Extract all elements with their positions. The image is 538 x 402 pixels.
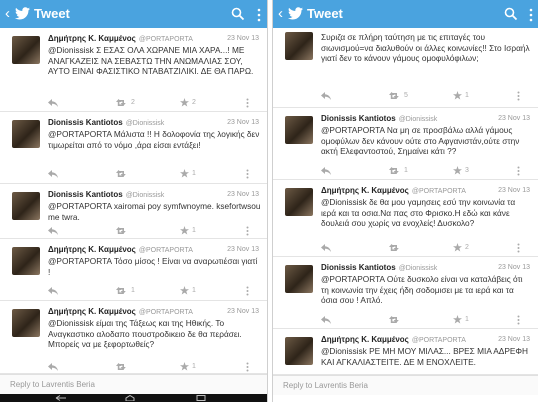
author-handle: @Dionissisk [125, 192, 165, 199]
author-name: Δημήτρης Κ. Καμμένος [48, 34, 136, 43]
retweet-icon [116, 170, 128, 178]
author-name: Δημήτρης Κ. Καμμένος [48, 307, 136, 316]
share-button[interactable] [246, 362, 249, 373]
reply-button[interactable] [48, 226, 58, 237]
nav-recent-apps-icon[interactable] [195, 395, 207, 401]
reply-input[interactable]: Reply to Lavrentis Beria [283, 381, 368, 390]
twitter-bird-icon[interactable] [15, 7, 30, 20]
tweet[interactable] [0, 184, 267, 239]
overflow-menu-icon[interactable] [257, 8, 261, 22]
share-button[interactable] [246, 169, 249, 180]
favorite-count: 1 [465, 316, 469, 324]
tweet-date: 23 Nov 13 [227, 35, 259, 42]
back-arrow-icon[interactable]: ‹ [278, 5, 283, 22]
favorite-button[interactable] [180, 286, 196, 297]
tweet-date: 23 Nov 13 [227, 308, 259, 315]
tweet-actions [48, 169, 249, 180]
tweet-date: 23 Nov 13 [498, 336, 530, 343]
avatar[interactable] [12, 192, 40, 220]
star-icon [453, 315, 462, 324]
author-name: Δημήτρης Κ. Καμμένος [321, 186, 409, 195]
tweet-text: @PORTAPORTA xairomai poy symfwnoyme. ksefortwsou me twra. [48, 201, 261, 222]
avatar[interactable] [285, 265, 313, 293]
tweet-date: 23 Nov 13 [498, 264, 530, 271]
author-handle: @PORTAPORTA [138, 36, 193, 43]
share-icon [517, 315, 520, 325]
star-icon [453, 243, 462, 252]
share-icon [246, 286, 249, 296]
share-icon [246, 226, 249, 236]
nav-home-icon[interactable] [124, 395, 136, 401]
author-name: Δημήτρης Κ. Καμμένος [321, 335, 409, 344]
tweet-actions [321, 243, 520, 254]
retweet-icon [389, 244, 401, 252]
share-icon [517, 243, 520, 253]
left-tweet-thread [0, 0, 268, 402]
retweet-button[interactable] [389, 91, 408, 102]
tweet-text: @Dionissisk είμαι της Τάξεως και της Ηθικής. Το Αναγκαστικο αλοδαπο πουστροδικειο δε θα περάσει. Μπορείς να με ξεφορτωθείς? [48, 318, 242, 350]
retweet-icon [389, 92, 401, 100]
avatar[interactable] [285, 32, 313, 60]
avatar[interactable] [285, 188, 313, 216]
action-bar [273, 0, 538, 28]
header-title: Tweet [307, 6, 343, 21]
retweet-button[interactable] [116, 226, 131, 237]
tweet-actions [48, 226, 249, 237]
avatar[interactable] [12, 36, 40, 64]
author-handle: @Dionissisk [398, 265, 438, 272]
tweet-text: @Dionissisk Σ ΕΣΑΣ ΟΛΑ ΧΩΡΑΝΕ ΜΙΑ ΧΑΡΑ...! ΜΕ ΑΝΑΓΚΑΖΕΙΣ ΝΑ ΣΕΒΑΣΤΩ ΤΗΝ ΑΝΩΜΑΛΙΑΣ ΣΟΥ, ΑΥΤΟ ΕΙΝΑΙ ΦΑΣΙΣΤΙΚΟ ΝΤΑΒΑΤΖΙΛΙΚΙ. ΔΕ ΘΑ ΠΑΡΩ. [48, 45, 254, 77]
tweet-date: 23 Nov 13 [227, 246, 259, 253]
header-title: Tweet [34, 6, 70, 21]
author-handle: @PORTAPORTA [138, 309, 193, 316]
nav-back-icon[interactable] [55, 395, 67, 401]
reply-box[interactable] [273, 375, 538, 395]
retweet-count: 5 [404, 92, 408, 100]
tweet-actions [321, 315, 520, 326]
reply-button[interactable] [321, 166, 331, 177]
favorite-button[interactable] [453, 243, 469, 254]
tweet-actions [321, 166, 520, 177]
tweet[interactable] [273, 28, 538, 108]
tweet[interactable] [0, 239, 267, 301]
retweet-icon [116, 363, 128, 371]
retweet-button[interactable] [389, 166, 408, 177]
favorite-button[interactable] [180, 98, 196, 109]
favorite-count: 1 [192, 227, 196, 235]
favorite-button[interactable] [453, 91, 469, 102]
tweet-date: 23 Nov 13 [498, 187, 530, 194]
retweet-count: 1 [131, 287, 135, 295]
tweet-date: 23 Nov 13 [227, 119, 259, 126]
back-arrow-icon[interactable]: ‹ [5, 5, 10, 22]
reply-icon [48, 287, 58, 295]
star-icon [180, 286, 189, 295]
avatar[interactable] [12, 247, 40, 275]
reply-icon [48, 227, 58, 235]
retweet-button[interactable] [116, 98, 135, 109]
retweet-button[interactable] [389, 243, 404, 254]
favorite-button[interactable] [180, 226, 196, 237]
retweet-button[interactable] [116, 362, 131, 373]
tweet-text: @Dionissisk δε θα μου γαμησεις εσύ την κοινωνία τα ιερά και τα οσια.Να πας στο Φρισκο.Η εδώ και κάνε δουλειά σου χωρίς να ενοχλείς! Δυσκολο? [321, 197, 516, 229]
tweet[interactable] [0, 28, 267, 112]
avatar[interactable] [12, 120, 40, 148]
avatar[interactable] [285, 337, 313, 365]
share-icon [246, 98, 249, 108]
reply-button[interactable] [321, 315, 331, 326]
retweet-icon [116, 287, 128, 295]
tweet[interactable] [0, 112, 267, 184]
author-handle: @Dionissisk [398, 116, 438, 123]
tweet[interactable] [273, 108, 538, 180]
retweet-icon [116, 99, 128, 107]
tweet-date: 23 Nov 13 [227, 191, 259, 198]
author-handle: @Dionissisk [125, 120, 165, 127]
tweet[interactable] [0, 301, 267, 374]
star-icon [180, 226, 189, 235]
right-tweet-thread [272, 0, 538, 402]
author-name: Dionissis Kantiotos [321, 114, 396, 123]
author-handle: @PORTAPORTA [411, 188, 466, 195]
reply-icon [321, 92, 331, 100]
share-button[interactable] [246, 226, 249, 237]
favorite-count: 1 [192, 363, 196, 371]
reply-button[interactable] [48, 169, 58, 180]
reply-icon [321, 316, 331, 324]
favorite-count: 3 [465, 167, 469, 175]
star-icon [180, 98, 189, 107]
reply-icon [321, 167, 331, 175]
share-icon [246, 169, 249, 179]
favorite-count: 2 [465, 244, 469, 252]
retweet-button[interactable] [116, 286, 135, 297]
share-icon [517, 91, 520, 101]
author-name: Dionissis Kantiotos [48, 190, 123, 199]
tweet-text: @Dionissisk ΡΕ ΜΗ ΜΟΥ ΜΙΛΑΣ... ΒΡΕΣ ΜΙΑ ΑΔΡΕΦΗ ΚΑΙ ΑΓΚΑΛΙΑΣΤΕΙΤΕ. ΔΕ Μ ΕΝΟΧΛΕΙΤΕ. [321, 346, 529, 367]
avatar[interactable] [12, 309, 40, 337]
tweet-actions [321, 91, 520, 102]
twitter-bird-icon[interactable] [288, 7, 303, 20]
star-icon [180, 362, 189, 371]
tweet[interactable] [273, 257, 538, 329]
tweet-text: @PORTAPORTA Ούτε δυσκολο είναι να καταλάβεις ότι τη κοινωνία την έχεις ήδη σοδομισει με τα ιερά και τα όσια σου ! Απλό. [321, 274, 523, 306]
action-bar [0, 0, 267, 28]
share-button[interactable] [246, 286, 249, 297]
star-icon [453, 166, 462, 175]
share-button[interactable] [517, 91, 520, 102]
reply-icon [48, 99, 58, 107]
star-icon [453, 91, 462, 100]
tweet-actions [48, 98, 249, 109]
tweet-text: @PORTAPORTA Τόσο μίσος ! Είναι να αναρωτιέσαι γιατί ! [48, 256, 258, 277]
tweet-text: @PORTAPORTA Να μη σε προσβάλω αλλά γάμους ομοφύλων δεν κάνουν ούτε στο Αφγανιστάν,ούτε στην ακτή Ελεφαντοστού, Σημαίνει κάτι ?? [321, 125, 520, 157]
avatar[interactable] [285, 116, 313, 144]
author-handle: @PORTAPORTA [411, 337, 466, 344]
share-button[interactable] [517, 166, 520, 177]
favorite-button[interactable] [453, 315, 469, 326]
reply-button[interactable] [48, 362, 58, 373]
author-name: Dionissis Kantiotos [48, 118, 123, 127]
search-icon[interactable] [231, 7, 245, 21]
tweet[interactable] [273, 180, 538, 257]
reply-input[interactable]: Reply to Lavrentis Beria [10, 380, 95, 389]
search-icon[interactable] [504, 7, 518, 21]
favorite-count: 1 [192, 287, 196, 295]
tweet-text: @PORTAPORTA Μάλιστα !! Η δολοφονία της λογικής δεν τιμωρείται από το νόμο ,άρα είσαι εντάξει! [48, 129, 260, 150]
tweet-date: 23 Nov 13 [498, 115, 530, 122]
author-name: Δημήτρης Κ. Καμμένος [48, 245, 136, 254]
reply-box[interactable] [0, 374, 267, 394]
author-handle: @PORTAPORTA [138, 247, 193, 254]
favorite-button[interactable] [180, 362, 196, 373]
retweet-count: 1 [404, 167, 408, 175]
author-name: Dionissis Kantiotos [321, 263, 396, 272]
reply-icon [321, 244, 331, 252]
reply-button[interactable] [48, 98, 58, 109]
tweet-actions [48, 362, 249, 373]
retweet-icon [389, 167, 401, 175]
favorite-count: 2 [192, 99, 196, 107]
favorite-count: 1 [465, 92, 469, 100]
favorite-count: 1 [192, 170, 196, 178]
share-icon [517, 166, 520, 176]
android-nav-bar [0, 394, 267, 402]
overflow-menu-icon[interactable] [529, 8, 533, 22]
favorite-button[interactable] [453, 166, 469, 177]
reply-button[interactable] [321, 243, 331, 254]
retweet-icon [389, 316, 401, 324]
share-icon [246, 362, 249, 372]
share-button[interactable] [517, 243, 520, 254]
share-button[interactable] [517, 315, 520, 326]
reply-icon [48, 363, 58, 371]
reply-button[interactable] [48, 286, 58, 297]
retweet-button[interactable] [116, 169, 131, 180]
retweet-count: 2 [131, 99, 135, 107]
favorite-button[interactable] [180, 169, 196, 180]
reply-button[interactable] [321, 91, 331, 102]
share-button[interactable] [246, 98, 249, 109]
reply-icon [48, 170, 58, 178]
star-icon [180, 169, 189, 178]
retweet-button[interactable] [389, 315, 404, 326]
tweet-text: Συριζα σε πλήρη ταύτηση με τις επιταγές του σιωνισμού=να διαλυθούν οι άλλες κοινωνίες!! Στο Ισραήλ γιατί δεν το κάνουν γάμους ομοφυλόφιλων; [321, 32, 530, 64]
tweet[interactable] [273, 329, 538, 375]
retweet-icon [116, 227, 128, 235]
tweet-actions [48, 286, 249, 297]
